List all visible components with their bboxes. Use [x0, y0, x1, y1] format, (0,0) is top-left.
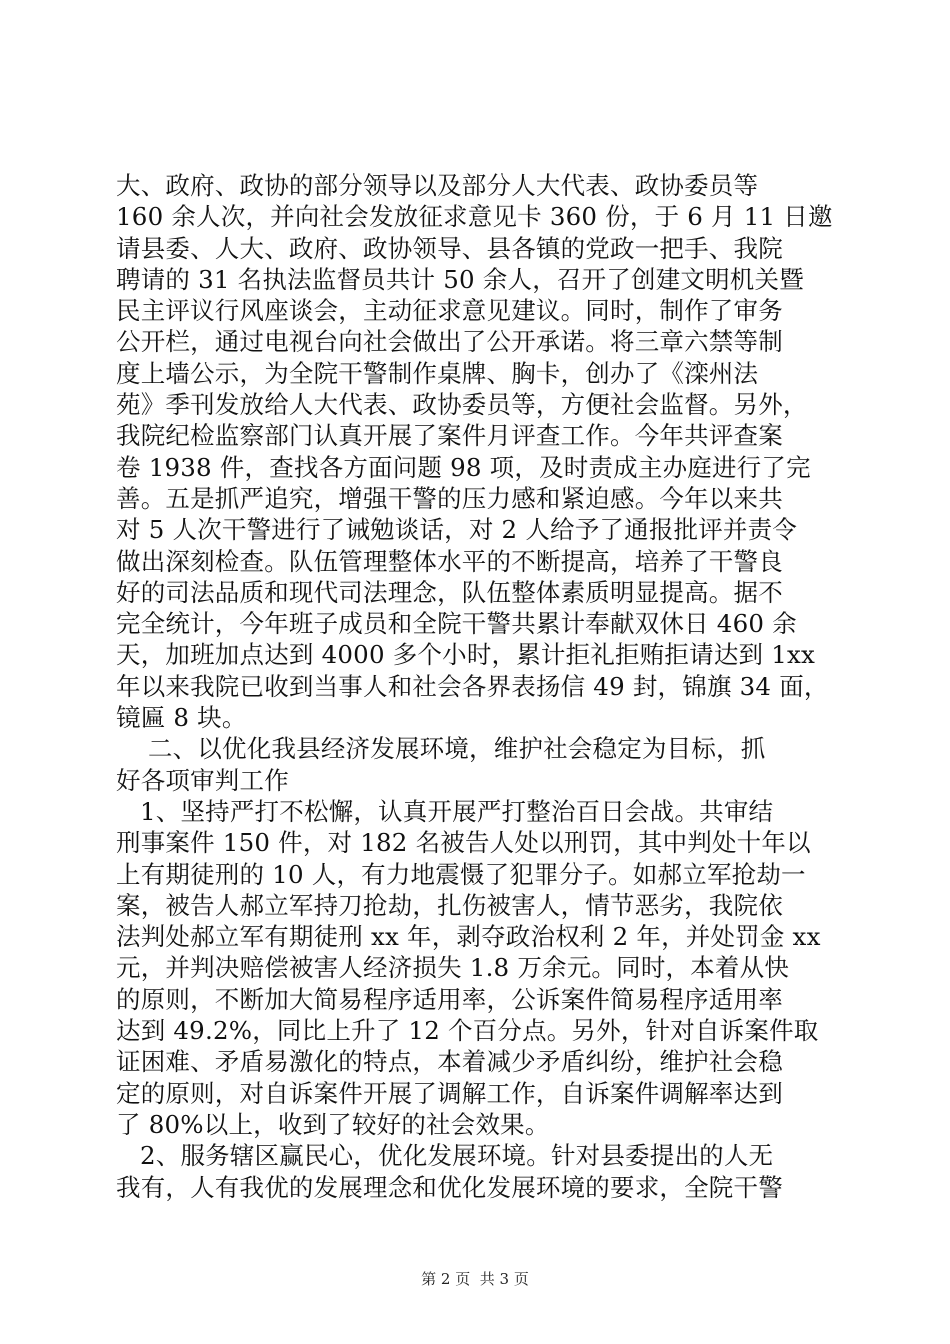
text-line: 做出深刻检查。队伍管理整体水平的不断提高，培养了干警良 [116, 546, 783, 576]
text-line: 2、服务辖区赢民心，优化发展环境。针对县委提出的人无 [116, 1141, 774, 1171]
text-line: 我院纪检监察部门认真开展了案件月评查工作。今年共评查案 [116, 421, 783, 451]
text-line: 了 80%以上，收到了较好的社会效果。 [116, 1109, 550, 1139]
text-line: 完全统计，今年班子成员和全院干警共累计奉献双休日 460 余 [116, 609, 797, 639]
text-line: 镜匾 8 块。 [116, 703, 247, 733]
text-line: 聘请的 31 名执法监督员共计 50 余人，召开了创建文明机关暨 [116, 264, 804, 294]
text-line: 案，被告人郝立军持刀抢劫，扎伤被害人，情节恶劣，我院依 [116, 890, 783, 920]
text-line: 好的司法品质和现代司法理念，队伍整体素质明显提高。据不 [116, 577, 783, 607]
text-line: 对 5 人次干警进行了诫勉谈话，对 2 人给予了通报批评并责令 [116, 515, 798, 545]
page-number-footer: 第 2 页 共 3 页 [421, 1270, 529, 1288]
text-line: 我有，人有我优的发展理念和优化发展环境的要求，全院干警 [116, 1172, 783, 1202]
text-line: 卷 1938 件，查找各方面问题 98 项，及时责成主办庭进行了完 [116, 452, 811, 482]
text-line: 的原则，不断加大简易程序适用率，公诉案件简易程序适用率 [116, 984, 783, 1014]
text-line: 请县委、人大、政府、政协领导、县各镇的党政一把手、我院 [116, 233, 783, 263]
text-line: 上有期徒刑的 10 人，有力地震慑了犯罪分子。如郝立军抢劫一 [116, 859, 806, 889]
document-body [116, 170, 836, 1203]
text-line: 公开栏，通过电视台向社会做出了公开承诺。将三章六禁等制 [116, 327, 783, 357]
text-line: 民主评议行风座谈会，主动征求意见建议。同时，制作了审务 [116, 296, 783, 326]
text-line: 天，加班加点达到 4000 多个小时，累计拒礼拒贿拒请达到 1xx [116, 640, 816, 670]
text-line: 刑事案件 150 件，对 182 名被告人处以刑罚，其中判处十年以 [116, 828, 811, 858]
section-heading-line: 好各项审判工作 [116, 765, 289, 795]
text-line: 证困难、矛盾易激化的特点，本着减少矛盾纠纷，维护社会稳 [116, 1047, 783, 1077]
text-line: 善。五是抓严追究，增强干警的压力感和紧迫感。今年以来共 [116, 483, 783, 513]
text-line: 年以来我院已收到当事人和社会各界表扬信 49 封，锦旗 34 面， [116, 671, 829, 701]
text-line: 定的原则，对自诉案件开展了调解工作，自诉案件调解率达到 [116, 1078, 783, 1108]
text-line: 大、政府、政协的部分领导以及部分人大代表、政协委员等 [116, 171, 759, 200]
text-line: 160 余人次，并向社会发放征求意见卡 360 份，于 6 月 11 日邀 [116, 202, 833, 232]
text-line: 元，并判决赔偿被害人经济损失 1.8 万余元。同时，本着从快 [116, 953, 790, 983]
text-line: 度上墙公示，为全院干警制作桌牌、胸卡，创办了《滦州法 [116, 358, 759, 388]
section-heading-line: 二、以优化我县经济发展环境，维护社会稳定为目标，抓 [116, 734, 766, 764]
text-line: 法判处郝立军有期徒刑 xx 年，剥夺政治权利 2 年，并处罚金 xx [116, 922, 821, 952]
text-line: 1、坚持严打不松懈，认真开展严打整治百日会战。共审结 [116, 796, 774, 826]
text-line: 苑》季刊发放给人大代表、政协委员等，方便社会监督。另外， [116, 390, 808, 420]
text-line: 达到 49.2%，同比上升了 12 个百分点。另外，针对自诉案件取 [116, 1016, 819, 1046]
